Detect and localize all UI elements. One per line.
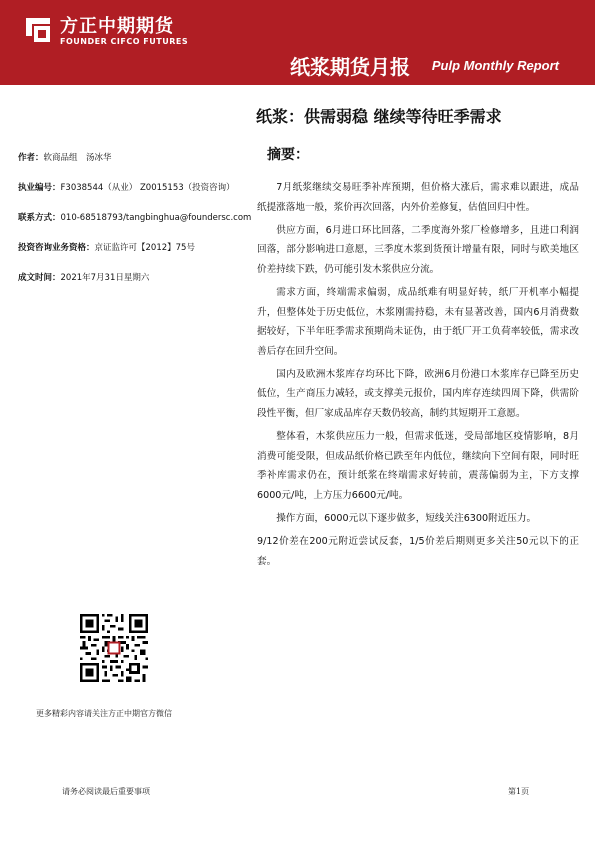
qualification-line — [18, 241, 195, 253]
summary-paragraph: 供应方面，6月进口环比回落，二季度海外浆厂检修增多，且进口利润回落，部分影响进口意愿，三季度木浆到货预计增量有限，同时与欧美地区价差持续下跌，仍可能引发木浆供应分流。 — [257, 224, 579, 275]
page-number: 第1页 — [508, 787, 530, 796]
founder-logo-icon — [22, 14, 54, 46]
summary-title: 摘要： — [267, 147, 309, 163]
brand-name-cn: 方正中期期货 — [60, 16, 174, 37]
date-label: 成文时间： — [18, 273, 61, 283]
contact-line — [18, 211, 251, 223]
report-title-cn: 纸浆期货月报 — [290, 55, 410, 79]
date-value: 2021年7月31日星期六 — [60, 273, 150, 283]
brand-name-en: FOUNDER CIFCO FUTURES — [60, 37, 189, 46]
qr-caption: 更多精彩内容请关注方正中期官方微信 — [36, 709, 172, 718]
summary-paragraph: 整体看，木浆供应压力一般，但需求低迷，受局部地区疫情影响，8月消费可能受限，但成品纸价格已跌至年内低位，继续向下空间有限，同时旺季补库需求仍在，预计纸浆在终端需求好转前，震荡偏弱为主，下方支撑6000元/吨，上方压力6600元/吨。 — [257, 431, 579, 501]
footer-disclaimer: 请务必阅读最后重要事项 — [62, 787, 150, 796]
qualification-value: 京证监许可【2012】75号 — [94, 243, 195, 253]
summary-paragraph: 需求方面，终端需求偏弱，成品纸难有明显好转，纸厂开机率小幅提升，但整体处于历史低位，木浆刚需持稳，未有显著改善，国内6月消费数据较好，下半年旺季需求预期尚未证伪，由于纸厂开工负荷率较低，需求改善后存在回升空间。 — [257, 286, 579, 357]
summary-body — [257, 178, 579, 575]
author-label: 作者： — [18, 153, 44, 163]
summary-paragraph: 9/12价差在200元附近尝试反套，1/5价差后期则更多关注50元以下的正套。 — [257, 536, 579, 567]
date-line — [18, 271, 149, 283]
license-label: 执业编号： — [18, 183, 61, 193]
contact-value[interactable]: 010-68518793/tangbinghua@foundersc.com — [60, 213, 252, 223]
license-line — [18, 181, 235, 193]
qualification-label: 投资咨询业务资格： — [18, 243, 95, 253]
author-line — [18, 151, 112, 163]
report-title-en: Pulp Monthly Report — [431, 58, 559, 73]
author-value: 软商品组 汤冰华 — [43, 153, 112, 163]
page-title: 纸浆：供需弱稳 继续等待旺季需求 — [256, 107, 502, 126]
contact-label: 联系方式： — [18, 213, 61, 223]
wechat-qr-code-icon — [80, 614, 148, 682]
summary-paragraph: 7月纸浆继续交易旺季补库预期，但价格大涨后，需求难以跟进，成品纸提涨落地一般，浆价再次回落，内外价差修复，估值回归中性。 — [257, 182, 579, 213]
summary-paragraph: 操作方面，6000元以下逐步做多，短线关注6300附近压力。 — [276, 513, 537, 524]
summary-paragraph: 国内及欧洲木浆库存均环比下降，欧洲6月份港口木浆库存已降至历史低位，生产商压力减轻，或支撑美元报价，国内库存连续四周下降，供需阶段性平衡，但厂家成品库存天数仍较高，制约其短期开工意愿。 — [257, 368, 579, 420]
license-value: F3038544（从业） Z0015153（投资咨询） — [60, 183, 235, 193]
header-band — [0, 0, 595, 85]
